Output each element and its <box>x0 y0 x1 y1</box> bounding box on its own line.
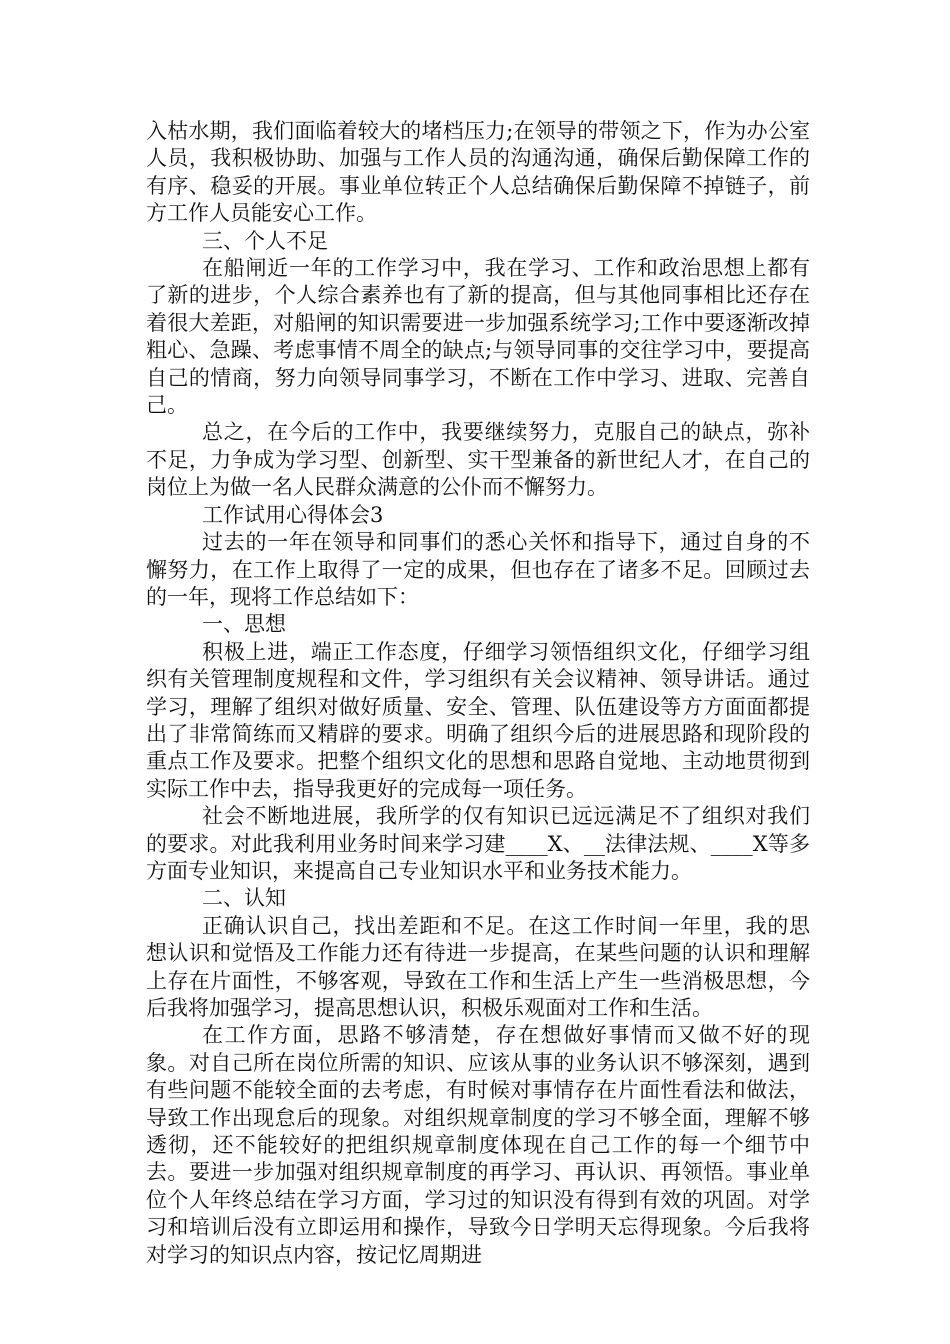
paragraph: 正确认识自己，找出差距和不足。在这工作时间一年里，我的思想认识和觉悟及工作能力还有待进一步提高，在某些问题的认识和理解上存在片面性，不够客观，导致在工作和生活上产生一些消极思想，今后我将加强学习，提高思想认识，积极乐观面对工作和生活。 <box>146 913 810 1020</box>
paragraph: 社会不断地进展，我所学的仅有知识已远远满足不了组织对我们的要求。对此我利用业务时间来学习建____X、__法律法规、____X等多方面专业知识，来提高自己专业知识水平和业务技术能力。 <box>146 804 810 883</box>
paragraph: 过去的一年在领导和同事们的悉心关怀和指导下，通过自身的不懈努力，在工作上取得了一定的成果，但也存在了诸多不足。回顾过去的一年，现将工作总结如下： <box>146 530 810 609</box>
paragraph: 在工作方面，思路不够清楚，存在想做好事情而又做不好的现象。对自己所在岗位所需的知识、应该从事的业务认识不够深刻，遇到有些问题不能较全面的去考虑，有时候对事情存在片面性看法和做法，导致工作出现怠后的现象。对组织规章制度的学习不够全面，理解不够透彻，还不能较好的把组织规章制度体现在自己工作的每一个细节中去。要进一步加强对组织规章制度的再学习、再认识、再领悟。事业单位个人年终总结在学习方面，学习过的知识没有得到有效的巩固。对学习和培训后没有立即运用和操作，导致今日学明天忘得现象。今后我将对学习的知识点内容，按记忆周期进 <box>146 1023 810 1267</box>
paragraph-continuation: 入枯水期，我们面临着较大的堵档压力;在领导的带领之下，作为办公室人员，我积极协助、加强与工作人员的沟通沟通，确保后勤保障工作的有序、稳妥的开展。事业单位转正个人总结确保后勤保障不掉链子，前方工作人员能安心工作。 <box>146 119 810 226</box>
article-title: 工作试用心得体会3 <box>202 502 384 527</box>
document-body <box>146 118 810 1269</box>
section-heading-personal-shortcomings: 三、个人不足 <box>202 228 328 253</box>
paragraph: 总之，在今后的工作中，我要继续努力，克服自己的缺点，弥补不足，力争成为学习型、创新型、实干型兼备的新世纪人才，在自己的岗位上为做一名人民群众满意的公仆而不懈努力。 <box>146 420 810 500</box>
paragraph: 在船闸近一年的工作学习中，我在学习、工作和政治思想上都有了新的进步，个人综合素养也有了新的提高，但与其他同事相比还存在着很大差距，对船闸的知识需要进一步加强系统学习;工作中要逐渐改掉粗心、急躁、考虑事情不周全的缺点;与领导同事的交往学习中，要提高自己的情商，努力向领导同事学习，不断在工作中学习、进取、完善自己。 <box>146 256 810 418</box>
section-heading-thought: 一、思想 <box>202 612 286 637</box>
section-heading-cognition: 二、认知 <box>202 886 286 911</box>
paragraph: 积极上进，端正工作态度，仔细学习领悟组织文化，仔细学习组织有关管理制度规程和文件，学习组织有关会议精神、领导讲话。通过学习，理解了组织对做好质量、安全、管理、队伍建设等方方面面都提出了非常简练而又精辟的要求。明确了组织今后的进展思路和现阶段的重点工作及要求。把整个组织文化的思想和思路自觉地、主动地贯彻到实际工作中去，指导我更好的完成每一项任务。 <box>146 639 810 801</box>
